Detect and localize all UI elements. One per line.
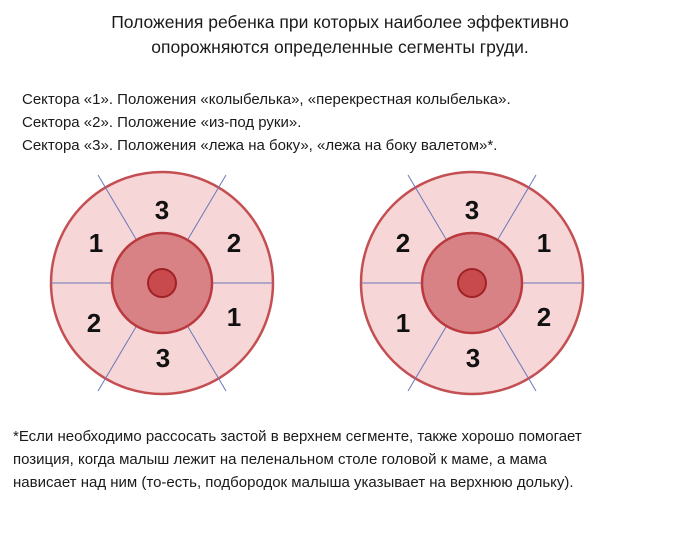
title-line-1: Положения ребенка при которых наиболее эффективно bbox=[111, 12, 569, 32]
right-nipple bbox=[458, 269, 486, 297]
right-segment-upper-left: 2 bbox=[395, 228, 411, 258]
sector-3-description: Сектора «3». Положения «лежа на боку», «лежа на боку валетом»*. bbox=[22, 137, 498, 154]
title-line-2: опорожняются определенные сегменты груди. bbox=[151, 37, 529, 57]
footnote bbox=[13, 425, 673, 494]
sector-legend bbox=[22, 88, 511, 157]
breast-segments-diagram bbox=[0, 160, 680, 415]
left-breast bbox=[51, 172, 273, 394]
left-nipple bbox=[148, 269, 176, 297]
footnote-line-2: позиция, когда малыш лежит на пеленальном столе головой к маме, а мама bbox=[13, 451, 547, 468]
left-segment-bottom: 3 bbox=[155, 343, 171, 373]
sector-2-description: Сектора «2». Положение «из-под руки». bbox=[22, 114, 302, 131]
left-segment-lower-left: 2 bbox=[86, 308, 102, 338]
right-segment-upper-right: 1 bbox=[536, 228, 552, 258]
right-segment-lower-right: 2 bbox=[536, 302, 552, 332]
footnote-line-3: нависает над ним (то-есть, подбородок малыша указывает на верхнюю дольку). bbox=[13, 474, 574, 491]
right-segment-lower-left: 1 bbox=[395, 308, 411, 338]
left-segment-upper-right: 2 bbox=[226, 228, 242, 258]
footnote-line-1: *Если необходимо рассосать застой в верхнем сегменте, также хорошо помогает bbox=[13, 428, 582, 445]
left-segment-upper-left: 1 bbox=[88, 228, 104, 258]
right-segment-bottom: 3 bbox=[465, 343, 481, 373]
right-breast bbox=[361, 172, 583, 394]
left-segment-lower-right: 1 bbox=[226, 302, 242, 332]
diagram-title bbox=[0, 10, 680, 60]
left-segment-top: 3 bbox=[154, 195, 170, 225]
sector-1-description: Сектора «1». Положения «колыбелька», «перекрестная колыбелька». bbox=[22, 91, 511, 108]
right-segment-top: 3 bbox=[464, 195, 480, 225]
